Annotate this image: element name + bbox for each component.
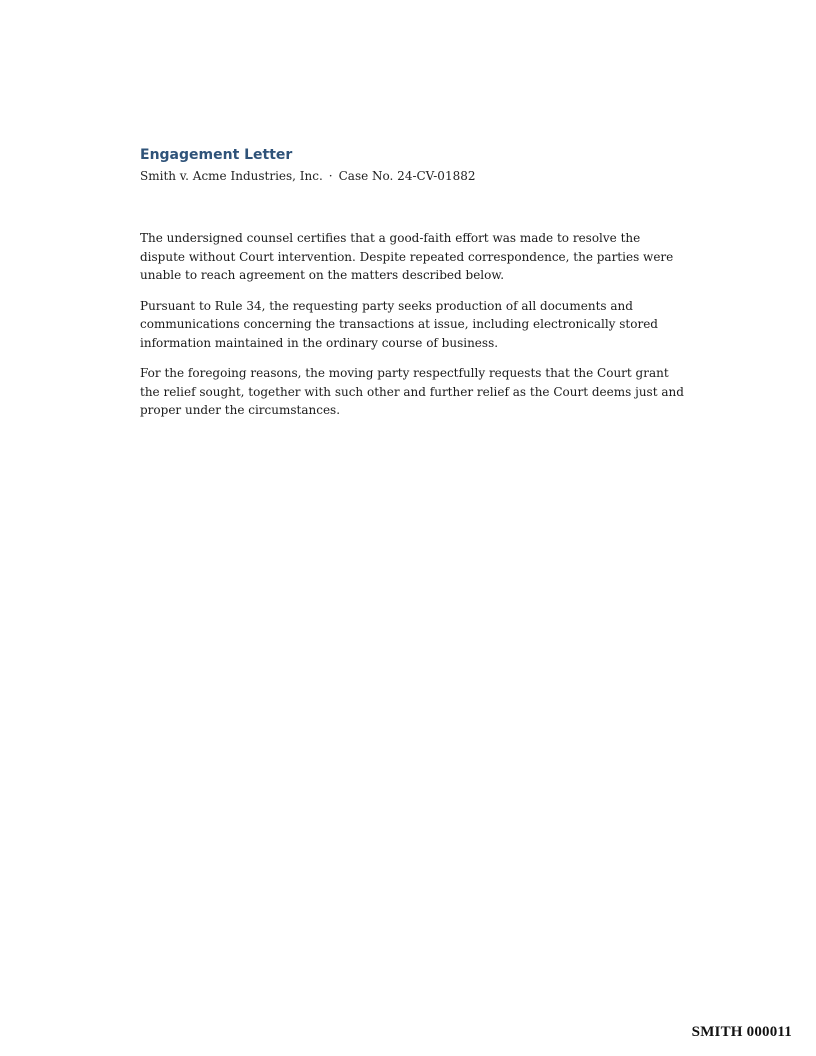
- paragraph-conclusion: For the foregoing reasons, the moving party respectfully requests that the Court grant the relief sought, together with such other and further relief as the Court deems just and proper under the circumstances.: [140, 366, 684, 417]
- paragraph-production-request: Pursuant to Rule 34, the requesting party seeks production of all documents and communications concerning the transactions at issue, including electronically stored information maintained in the ordinary course of business.: [140, 298, 658, 350]
- case-number: Case No. 24-CV-01882: [338, 169, 476, 183]
- document-body: [140, 229, 685, 420]
- case-caption: [140, 167, 685, 185]
- document-content: [140, 145, 685, 432]
- case-name: Smith v. Acme Industries, Inc.: [140, 169, 323, 183]
- paragraph-certification: The undersigned counsel certifies that a good-faith effort was made to resolve the dispute without Court intervention. Despite repeated correspondence, the parties were unable to reach agreement on the matters described below.: [140, 231, 674, 282]
- caption-separator: ·: [328, 169, 333, 183]
- document-title: Engagement Letter: [140, 147, 293, 163]
- bates-stamp: SMITH 000011: [691, 1024, 792, 1040]
